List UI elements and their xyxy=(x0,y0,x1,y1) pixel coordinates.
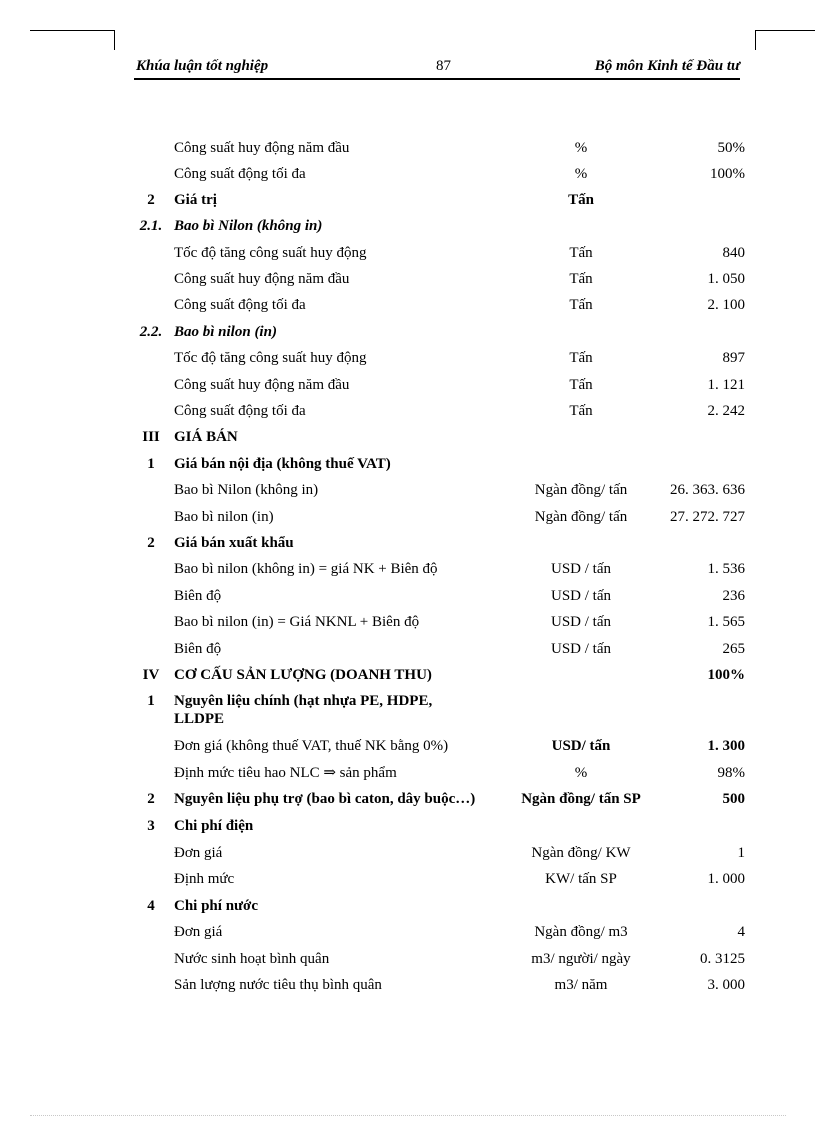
row-description: Đơn giá xyxy=(174,845,223,861)
row-unit: Ngàn đồng/ m3 xyxy=(534,924,628,940)
row-unit: Tấn xyxy=(569,403,593,419)
row-number: 2.1. xyxy=(139,218,163,234)
row-number: 1 xyxy=(147,693,155,709)
row-value: 26. 363. 636 xyxy=(670,482,745,498)
row-value: 100% xyxy=(710,166,745,182)
row-description: Sản lượng nước tiêu thụ bình quân xyxy=(174,977,382,993)
row-unit: Tấn xyxy=(569,271,593,287)
table-row xyxy=(0,481,816,503)
table-row xyxy=(0,790,816,812)
row-unit: Ngàn đồng/ tấn xyxy=(534,482,628,498)
page-number: 87 xyxy=(436,58,451,74)
row-value: 1. 000 xyxy=(707,871,745,887)
row-description: Bao bì nilon (in) = Giá NKNL + Biên độ xyxy=(174,614,420,630)
row-value: 1. 300 xyxy=(707,738,745,754)
row-value: 1. 536 xyxy=(707,561,745,577)
row-value: 98% xyxy=(717,765,745,781)
table-row xyxy=(0,428,816,450)
row-number: III xyxy=(142,429,160,445)
row-unit: % xyxy=(574,765,588,781)
row-description: Công suất động tối đa xyxy=(174,403,306,419)
row-value: 1 xyxy=(737,845,745,861)
table-row xyxy=(0,950,816,972)
row-description: Giá trị xyxy=(174,192,217,208)
row-value: 236 xyxy=(722,588,745,604)
row-unit: Tấn xyxy=(569,297,593,313)
row-unit: m3/ người/ ngày xyxy=(531,951,631,967)
row-description: Đơn giá xyxy=(174,924,223,940)
row-description: Định mức tiêu hao NLC ⇒ sản phẩm xyxy=(174,765,397,781)
table-row xyxy=(0,244,816,266)
row-unit: % xyxy=(574,140,588,156)
row-description: Chi phí nước xyxy=(174,898,259,914)
table-row xyxy=(0,323,816,345)
table-row xyxy=(0,217,816,239)
row-number: 3 xyxy=(147,818,155,834)
row-description: Chi phí điện xyxy=(174,818,254,834)
table-row xyxy=(0,737,816,759)
row-description: Bao bì Nilon (không in) xyxy=(174,218,323,234)
row-unit: KW/ tấn SP xyxy=(545,871,617,887)
table-row xyxy=(0,613,816,635)
table-row xyxy=(0,455,816,477)
row-value: 50% xyxy=(717,140,745,156)
table-row xyxy=(0,508,816,530)
row-unit: Ngàn đồng/ tấn SP xyxy=(521,791,641,807)
row-description: Định mức xyxy=(174,871,235,887)
row-description: Công suất động tối đa xyxy=(174,297,306,313)
table-row xyxy=(0,139,816,161)
table-row xyxy=(0,402,816,424)
row-value: 1. 050 xyxy=(707,271,745,287)
row-description: Tốc độ tăng công suất huy động xyxy=(174,245,367,261)
row-value: 2. 100 xyxy=(707,297,745,313)
row-value: 840 xyxy=(722,245,745,261)
row-value: 0. 3125 xyxy=(700,951,745,967)
table-row xyxy=(0,666,816,688)
header-department: Bộ môn Kinh tế Đầu tư xyxy=(594,58,740,74)
table-row xyxy=(0,923,816,945)
row-description: Công suất huy động năm đầu xyxy=(174,271,350,287)
row-description: Nước sinh hoạt bình quân xyxy=(174,951,330,967)
row-unit: USD / tấn xyxy=(551,641,611,657)
row-description: Bao bì nilon (in) xyxy=(174,324,277,340)
table-row xyxy=(0,165,816,187)
table-row xyxy=(0,692,816,732)
table-row xyxy=(0,560,816,582)
header-thesis-title: Khúa luận tốt nghiệp xyxy=(136,58,269,74)
row-description: Nguyên liệu chính (hạt nhựa PE, HDPE, LLDPE xyxy=(174,693,433,727)
row-description: Nguyên liệu phụ trợ (bao bì caton, dây buộc…) xyxy=(174,791,476,807)
table-row xyxy=(0,587,816,609)
row-unit: USD / tấn xyxy=(551,561,611,577)
row-unit: USD / tấn xyxy=(551,588,611,604)
row-number: 2.2. xyxy=(139,324,163,340)
table-row xyxy=(0,844,816,866)
crop-mark xyxy=(755,30,815,31)
row-description: Giá bán nội địa (không thuế VAT) xyxy=(174,456,391,472)
row-number: 4 xyxy=(147,898,155,914)
row-number: 2 xyxy=(147,192,155,208)
row-description: Biên độ xyxy=(174,641,222,657)
table-row xyxy=(0,817,816,839)
row-value: 3. 000 xyxy=(707,977,745,993)
row-value: 897 xyxy=(722,350,745,366)
crop-mark xyxy=(755,30,756,50)
table-row xyxy=(0,640,816,662)
row-value: 4 xyxy=(737,924,745,940)
table-row xyxy=(0,270,816,292)
row-description: Đơn giá (không thuế VAT, thuế NK bằng 0%) xyxy=(174,738,449,754)
row-unit: Tấn xyxy=(569,350,593,366)
row-unit: m3/ năm xyxy=(554,977,608,993)
row-description: Biên độ xyxy=(174,588,222,604)
row-description: Công suất huy động năm đầu xyxy=(174,377,350,393)
row-description: Công suất huy động năm đầu xyxy=(174,140,350,156)
row-unit: USD / tấn xyxy=(551,614,611,630)
table-row xyxy=(0,191,816,213)
row-value: 2. 242 xyxy=(707,403,745,419)
crop-mark xyxy=(114,30,115,50)
table-row xyxy=(0,349,816,371)
row-unit: Ngàn đồng/ KW xyxy=(531,845,631,861)
row-description: Giá bán xuất khẩu xyxy=(174,535,294,551)
row-number: 2 xyxy=(147,535,155,551)
table-row xyxy=(0,976,816,998)
bottom-border xyxy=(30,1115,786,1116)
table-row xyxy=(0,296,816,318)
row-description: Công suất động tối đa xyxy=(174,166,306,182)
row-value: 100% xyxy=(707,667,745,683)
row-description: Bao bì nilon (không in) = giá NK + Biên độ xyxy=(174,561,438,577)
row-unit: % xyxy=(574,166,588,182)
row-value: 27. 272. 727 xyxy=(670,509,745,525)
row-unit: Tấn xyxy=(569,245,593,261)
row-description: Bao bì Nilon (không in) xyxy=(174,482,319,498)
row-value: 1. 121 xyxy=(707,377,745,393)
row-value: 500 xyxy=(722,791,745,807)
row-number: 1 xyxy=(147,456,155,472)
row-unit: USD/ tấn xyxy=(551,738,611,754)
row-value: 265 xyxy=(722,641,745,657)
row-number: 2 xyxy=(147,791,155,807)
row-number: IV xyxy=(142,667,160,683)
table-row xyxy=(0,376,816,398)
page-header xyxy=(134,56,740,80)
row-description: Tốc độ tăng công suất huy động xyxy=(174,350,367,366)
table-row xyxy=(0,897,816,919)
crop-mark xyxy=(30,30,114,31)
row-unit: Ngàn đồng/ tấn xyxy=(534,509,628,525)
table-row xyxy=(0,764,816,786)
table-row xyxy=(0,870,816,892)
row-value: 1. 565 xyxy=(707,614,745,630)
section-heading: CƠ CẤU SẢN LƯỢNG (DOANH THU) xyxy=(174,667,432,683)
row-description: Bao bì nilon (in) xyxy=(174,509,274,525)
section-heading: GIÁ BÁN xyxy=(174,429,238,445)
row-unit: Tấn xyxy=(568,192,594,208)
table-row xyxy=(0,534,816,556)
row-unit: Tấn xyxy=(569,377,593,393)
